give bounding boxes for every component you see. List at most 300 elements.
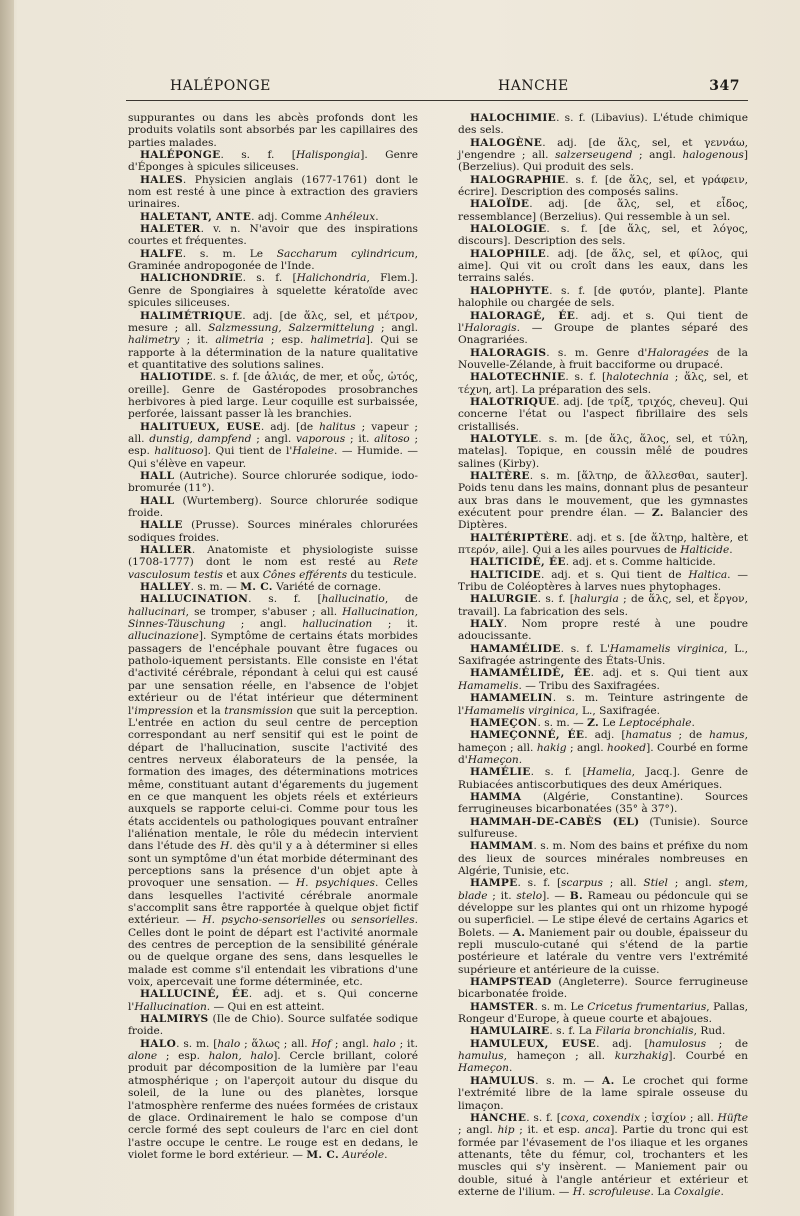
entry-italic-term: Saccharum cylindricum xyxy=(276,247,415,260)
entry-italic-term: stelo xyxy=(516,889,543,902)
dictionary-entry xyxy=(458,766,748,791)
entry-text: ; angl. xyxy=(251,432,297,445)
entry-italic-term: Cricetus frumentarius xyxy=(587,1000,707,1013)
entry-text: ; it. xyxy=(395,1037,418,1050)
entry-text: . Celles dans lesquelles l'activité cérébrale anormale s'accomplit sans être rapportée à quelque objet fictif extérieur. — xyxy=(128,877,418,927)
entry-text: . xyxy=(384,1148,388,1161)
dictionary-entry xyxy=(128,421,418,470)
entry-headword: Z. xyxy=(651,507,664,519)
entry-italic-term: Coxalgie xyxy=(673,1185,721,1198)
entry-italic-term: hamus xyxy=(709,729,745,742)
entry-italic-term: stem, blade xyxy=(458,877,748,902)
dictionary-entry xyxy=(458,643,748,668)
entry-italic-term: hallucinari xyxy=(128,605,186,618)
entry-italic-term: halogenous xyxy=(682,149,744,162)
entry-text: ; angl. xyxy=(331,1037,373,1050)
dictionary-entry xyxy=(458,470,748,532)
entry-text: (Wurtemberg). Source chlorurée sodique froide. xyxy=(128,494,418,519)
entry-text: du testicule. xyxy=(347,568,417,581)
dictionary-entry xyxy=(458,198,748,223)
dictionary-entry xyxy=(458,717,748,729)
entry-text: et aux xyxy=(222,568,263,581)
entry-text: ]. Symptôme de certains états morbides passagers de l'encéphale pouvant être fugaces ou patholo-iquement persistants. Elle consiste en l'état d'activité cérébrale, répondant à celui qui est causé par une sensation réelle, en l'absence de l'objet extérieur ou de l'état intérieur que déterminent l' xyxy=(128,630,418,717)
entry-text: , L., Saxifragée. xyxy=(575,704,660,717)
entry-headword: HAMSTER xyxy=(470,1000,535,1013)
dictionary-entry xyxy=(458,569,748,594)
entry-text: ; all. xyxy=(602,877,644,890)
entry-text: ; ἅλως ; all. xyxy=(240,1037,312,1050)
dictionary-entry xyxy=(458,223,748,248)
entry-text: ; vapeur ; all. xyxy=(128,420,419,445)
entry-text: . s. m. [de ἅλς, ἅλος, sel, et τύλη, matelas]. Topique, en coussin mêlé de poudres salines (Kirby). xyxy=(458,432,748,470)
dictionary-entry xyxy=(458,1075,748,1112)
entry-text: . s. m. [ xyxy=(176,1037,218,1050)
entry-headword: HAMMA xyxy=(470,790,522,803)
entry-headword: HALIOTIDE xyxy=(140,371,213,384)
entry-italic-term: hamatus xyxy=(625,729,672,742)
entry-text: . adj. [de xyxy=(260,420,320,433)
dictionary-entry xyxy=(128,581,418,593)
entry-text: , hameçon ; all. xyxy=(458,729,748,754)
entry-headword: HAMMAH-DE-CABÈS (EL) xyxy=(470,815,640,828)
entry-text: . Physicien anglais (1677-1761) dont le nom est resté à une pince à extraction des graviers urinaires. xyxy=(128,173,418,211)
entry-text: ; esp. xyxy=(157,1050,209,1063)
entry-text: ; angl. xyxy=(566,741,608,754)
dictionary-entry xyxy=(458,976,748,1001)
entry-text: ; ἅλς, sel, et τέχνη, art]. La préparation des sels. xyxy=(458,371,748,396)
dictionary-entry xyxy=(458,791,748,816)
entry-text: , Flem.]. Genre de Spongiaires à squelette kératoïde avec spicules siliceuses. xyxy=(128,272,418,310)
entry-italic-term: halimetry xyxy=(128,334,180,347)
entry-headword: HAMAMÉLIDÉ, ÉE xyxy=(470,667,591,680)
entry-headword: HALICHONDRIE xyxy=(140,272,243,285)
entry-text: ]. Genre d'Éponges à spicules siliceuses. xyxy=(128,149,418,174)
entry-text: (Prusse). Sources minérales chlorurées sodiques froides. xyxy=(128,519,418,544)
entry-italic-term: hakig xyxy=(536,741,567,754)
entry-headword: HALLEY xyxy=(140,581,191,594)
entry-italic-term: H. psychiques xyxy=(295,877,375,890)
entry-headword: B. xyxy=(569,889,583,902)
entry-text: . s. f. [ xyxy=(526,1111,561,1124)
entry-text: . s. f. [de ἅλς, sel, et λόγος, discours]. Description des sels. xyxy=(458,223,748,248)
entry-text: ; esp. xyxy=(263,334,311,347)
dictionary-entry xyxy=(458,137,748,174)
entry-headword: HALLUCINÉ, ÉE xyxy=(140,988,249,1001)
entry-headword: HALL xyxy=(140,469,175,482)
entry-headword: HALMIRYS xyxy=(140,1013,209,1026)
entry-text: de la Nouvelle-Zélande, à fruit bacciforme ou drupacé. xyxy=(458,346,749,371)
entry-headword: HALURGIE xyxy=(470,593,538,606)
entry-text: . s. f. [ xyxy=(517,877,562,890)
entry-headword: HAMULEUX, EUSE xyxy=(470,1037,597,1050)
entry-text: (Algérie, Constantine). Sources ferrugineuses bicarbonatées (35° à 37°). xyxy=(458,790,748,816)
entry-italic-term: H. psycho-sensorielles xyxy=(202,914,326,927)
entry-text: . s. m. Teinture astringente de l' xyxy=(458,692,748,717)
entry-italic-term: Halichondria xyxy=(296,272,367,285)
entry-headword: HALO xyxy=(140,1037,177,1050)
entry-italic-term: Hallucination xyxy=(134,1000,207,1013)
entry-text: ]. — xyxy=(542,889,570,902)
entry-text: . s. m. Le xyxy=(182,247,277,260)
entry-italic-term: hamulus xyxy=(458,1050,504,1063)
entry-headword: HALOLOGIE xyxy=(470,223,547,236)
entry-italic-term: Rete vasculosum testis xyxy=(128,556,418,581)
entry-headword: HALORAGÉ, ÉE xyxy=(470,309,576,322)
header-rule xyxy=(126,100,748,101)
entry-headword: M. C. xyxy=(306,1148,339,1161)
entry-italic-term: halurgia xyxy=(573,593,619,606)
entry-text: ; it. xyxy=(179,334,216,347)
entry-italic-term: scarpus xyxy=(561,877,603,890)
entry-text: . adj. et s. Qui tient de l' xyxy=(458,309,749,334)
entry-text: ; it. et esp. xyxy=(514,1124,585,1137)
entry-headword: HALES xyxy=(140,173,183,186)
entry-text: ; it. xyxy=(372,618,418,631)
entry-text: ou xyxy=(325,914,352,927)
entry-text: . adj. [de ἅλς, sel, et μέτρον, mesure ; all. xyxy=(128,309,418,334)
entry-text: . xyxy=(375,210,379,223)
entry-text: . adj. et s. Qui concerne l' xyxy=(128,988,418,1013)
dictionary-entry xyxy=(128,223,418,248)
left-column xyxy=(128,112,418,1161)
entry-text: . s. m. [ἅλτηρ, de ἅλλεσθαι, sauter]. Poids tenu dans les mains, donnant plus de pesanteur aux bras dans le mouvement, que les gymnastes exécutent pour prendre élan. — xyxy=(458,469,748,519)
entry-text: ]. Cercle brillant, coloré produit par décomposition de la lumière par l'eau atmosphérique ; on l'aperçoit autour du disque du soleil, de la lune ou des planètes, lorsque l'atmosphère renferme des nuées formées de cristaux de glace. Ordinairement le halo se compose d'un cercle formé des sept couleurs de l'arc en ciel dont l'astre occupe le centre. Le rouge est en dedans, le violet forme le bord extérieur. — xyxy=(128,1050,418,1161)
entry-text: . — Tribu des Saxifragées. xyxy=(518,679,660,692)
entry-headword: HAMEÇON xyxy=(470,716,538,729)
entry-text: ; de ἅλς, sel, et ἔργον, travail]. La fabrication des sels. xyxy=(458,593,748,618)
entry-text: . s. f. [ xyxy=(248,593,322,606)
dictionary-entry xyxy=(128,149,418,174)
entry-headword: Z. xyxy=(587,716,599,729)
entry-headword: HAMMAM xyxy=(470,840,534,853)
entry-text: . xyxy=(518,753,523,766)
dictionary-entry xyxy=(458,310,748,347)
entry-italic-term: Stiel xyxy=(643,877,668,890)
entry-text: . adj. et s. [de ἅλτηρ, haltère, et πτερόν, aile]. Qui a les ailes pourvues de xyxy=(458,531,748,557)
entry-headword: HALOPHILE xyxy=(470,247,547,260)
entry-headword: HALTICIDE xyxy=(470,568,542,581)
entry-text: ; angl. xyxy=(458,1124,498,1137)
entry-text: et la xyxy=(193,704,225,717)
dictionary-entry xyxy=(458,371,748,396)
entry-headword: HAMPSTEAD xyxy=(470,976,552,989)
entry-text: Variété de cornage. xyxy=(272,581,382,594)
entry-headword: HALETER xyxy=(140,223,201,236)
entry-headword: HALLER xyxy=(140,544,192,557)
entry-headword: HALOGRAPHIE xyxy=(470,173,566,186)
entry-text: ]. Qui se rapporte à la détermination de la nature qualitative et quantitative des solutions salines. xyxy=(128,334,419,371)
entry-headword: HALOPHYTE xyxy=(470,284,550,297)
entry-headword: HALÉPONGE xyxy=(140,149,221,162)
dictionary-entry xyxy=(128,470,418,495)
entry-italic-term: Haleine xyxy=(292,445,335,458)
entry-headword: HALTÉRIPTÈRE xyxy=(470,531,569,544)
entry-italic-term: halituoso xyxy=(154,445,204,458)
dictionary-entry xyxy=(128,593,418,988)
entry-text: ; de xyxy=(671,729,710,742)
entry-italic-term: Hof xyxy=(311,1037,332,1050)
entry-headword: HALOGÈNE xyxy=(470,136,543,149)
entry-text: . — Tribu de Coléoptères à larves nues phytophages. xyxy=(458,568,748,594)
entry-text: . adj. [de τρίξ, τριχός, cheveu]. Qui concerne l'état ou l'aspect fibrillaire des sels cristallisés. xyxy=(458,395,748,433)
entry-text: . Anatomiste et physiologiste suisse (1708-1777) dont le nom est resté au xyxy=(128,544,418,569)
entry-italic-term: dunstig, dampfend xyxy=(149,432,252,445)
entry-italic-term: Hamelia xyxy=(586,766,632,779)
dictionary-entry xyxy=(458,174,748,199)
entry-italic-term: allucinazione xyxy=(128,630,199,643)
entry-italic-term: halimetria xyxy=(310,334,366,347)
entry-text: . adj. [de ἅλς, sel, et εἶδος, ressemblance] (Berzelius). Qui ressemble à un sel. xyxy=(458,198,748,223)
dictionary-entry xyxy=(458,692,748,717)
entry-italic-term: halotechnia xyxy=(606,371,669,384)
entry-headword: HALETANT, ANTE xyxy=(140,210,252,223)
entry-text: , Rud. xyxy=(693,1025,726,1038)
entry-text: . v. n. N'avoir que des inspirations courtes et fréquentes. xyxy=(128,223,418,248)
entry-italic-term: kurzhakig xyxy=(614,1050,669,1063)
dictionary-entry xyxy=(458,433,748,470)
entry-italic-term: halo xyxy=(372,1037,396,1050)
entry-italic-term: Hameçon xyxy=(467,753,519,766)
entry-italic-term: hallucinatio xyxy=(321,593,385,606)
entry-text: . s. f. La xyxy=(549,1025,596,1038)
dictionary-entry xyxy=(458,729,748,766)
entry-text: , de xyxy=(384,593,418,606)
dictionary-entry xyxy=(128,248,418,273)
entry-headword: HAMULUS xyxy=(470,1074,536,1087)
entry-text: . Celles dont le point de départ est l'activité anormale des centres de perception de la sensibilité générale ou de quelque organe des sens, dans lesquelles le malade est comme s'il entendait les vibrations d'une voix, apercevait une forme déterminée, etc. xyxy=(128,914,419,989)
entry-text: . s. f. [ xyxy=(242,272,297,285)
dictionary-entry xyxy=(458,667,748,692)
entry-italic-term: Haloragis xyxy=(464,321,517,334)
dictionary-entry xyxy=(128,112,418,149)
entry-italic-term: hooked xyxy=(607,741,647,754)
entry-italic-term: Haltica xyxy=(688,568,728,581)
entry-headword: HALY xyxy=(470,618,504,631)
entry-text: . s. f. [de ἁλιάς, de mer, et οὖς, ὠτός, oreille]. Genre de Gastéropodes prosobranches herbivores à pied large. Leur coquille est surbaissée, perforée, laissant passer là les branchies. xyxy=(128,371,418,421)
entry-italic-term: alone xyxy=(128,1050,158,1063)
dictionary-entry xyxy=(458,347,748,372)
entry-italic-term: Hamamelis virginica xyxy=(609,642,725,655)
entry-headword: HALOÏDE xyxy=(470,198,530,211)
entry-italic-term: Hallucination, Sinnes-Täuschung xyxy=(128,605,418,631)
page-number: 347 xyxy=(709,78,740,94)
entry-text: . adj. [de ἅλς, sel, et γεννάω, j'engendre ; all. xyxy=(458,136,748,162)
entry-headword: HALLUCINATION xyxy=(140,593,249,606)
entry-text: . s. f. L' xyxy=(560,642,610,655)
right-column xyxy=(458,112,748,1198)
entry-italic-term: halon, halo xyxy=(208,1050,274,1063)
entry-headword: HALITUEUX, EUSE xyxy=(140,420,261,433)
dictionary-entry xyxy=(458,618,748,643)
entry-italic-term: Halticide xyxy=(680,544,730,557)
entry-text: suppurantes ou dans les abcès profonds dont les produits volatils sont absorbés par les capillaires des parties malades. xyxy=(128,112,418,149)
entry-text: (Tunisie). Source sulfureuse. xyxy=(458,815,748,840)
entry-text: . adj. Comme xyxy=(251,210,326,223)
entry-headword: HALIMÉTRIQUE xyxy=(140,309,243,322)
running-header xyxy=(126,78,746,100)
entry-italic-term: hip xyxy=(497,1124,515,1137)
page-spine-shadow xyxy=(0,0,14,1216)
entry-italic-term: Leptocéphale xyxy=(619,716,692,729)
dictionary-entry xyxy=(458,840,748,877)
dictionary-entry xyxy=(458,285,748,310)
dictionary-entry xyxy=(458,816,748,841)
entry-italic-term: Salzmessung, Salzermittelung xyxy=(208,321,375,334)
entry-text: ; de xyxy=(706,1037,748,1050)
entry-italic-term: Hamamelis virginica xyxy=(464,704,576,717)
entry-headword: HAMÉLIE xyxy=(470,766,531,779)
entry-text: . s. f. [ xyxy=(530,766,587,779)
dictionary-entry xyxy=(458,248,748,285)
dictionary-entry xyxy=(128,1013,418,1038)
entry-text: ]. Courbé en forme d' xyxy=(458,741,748,766)
entry-headword: HALORAGIS xyxy=(470,346,547,359)
entry-headword: HAMPE xyxy=(470,877,518,890)
entry-text: . s. m. — xyxy=(190,581,241,594)
entry-italic-term: sensorielles xyxy=(351,914,415,927)
entry-headword: M. C. xyxy=(240,581,273,594)
entry-text: ; esp. xyxy=(128,432,419,458)
dictionary-entry xyxy=(128,310,418,372)
entry-headword: HAMAMELIN xyxy=(470,692,553,705)
entry-text: . xyxy=(720,1185,724,1198)
entry-headword: HAMAMÉLIDE xyxy=(470,642,561,655)
dictionary-entry xyxy=(458,877,748,976)
entry-text: . s. m. — xyxy=(535,1074,603,1087)
entry-headword: A. xyxy=(602,1074,615,1087)
entry-italic-term: salzerseugend xyxy=(555,149,633,162)
entry-text: , Graminée andropogonée de l'Inde. xyxy=(128,247,418,273)
entry-italic-term: hamulosus xyxy=(648,1037,707,1050)
entry-text: . xyxy=(729,544,733,557)
entry-headword: HAMULAIRE xyxy=(470,1025,550,1038)
entry-text: ; ἰσχίον ; all. xyxy=(640,1111,718,1124)
entry-text: . s. f. [ xyxy=(220,149,296,162)
entry-headword: HALOTYLE xyxy=(470,432,539,445)
entry-text: . — Qui en est atteint. xyxy=(206,1000,325,1013)
entry-text: ; angl. xyxy=(632,149,683,162)
dictionary-entry xyxy=(458,556,748,568)
entry-text: . adj. [de ἅλς, sel, et φίλος, qui aime]. Qui vit ou croît dans les eaux, dans les terrains salés. xyxy=(458,247,748,285)
entry-italic-term: H. xyxy=(220,840,233,853)
entry-headword: HALL xyxy=(140,494,175,507)
entry-text: ; it. xyxy=(345,432,375,445)
entry-italic-term: vaporous xyxy=(296,432,346,445)
entry-italic-term: coxa, coxendix xyxy=(560,1111,641,1124)
dictionary-entry xyxy=(128,519,418,544)
header-left-word: HALÉPONGE xyxy=(170,78,271,94)
dictionary-entry xyxy=(128,544,418,581)
header-right-word: HANCHE xyxy=(498,78,569,94)
entry-text: . La xyxy=(650,1185,674,1198)
entry-text: . s. f. [de ἅλς, sel, et γράφειν, écrire]. Description des composés salins. xyxy=(458,173,748,199)
entry-text: ]. Qui tient de l' xyxy=(203,445,293,458)
entry-text: , Pallas, Rongeur d'Europe, à queue courte et abajoues. xyxy=(458,1000,749,1026)
entry-text: ; angl. xyxy=(374,321,418,334)
entry-headword: HALTÈRE xyxy=(470,469,530,482)
entry-italic-term: Haloragées xyxy=(647,346,709,359)
entry-text: . xyxy=(691,716,695,729)
entry-italic-term: halitus xyxy=(319,420,356,433)
entry-headword: HALOTRIQUE xyxy=(470,395,557,408)
entry-text: . s. m. — xyxy=(537,716,588,729)
dictionary-entry xyxy=(128,1038,418,1161)
entry-text: . adj. et s. Qui tient de xyxy=(541,568,689,581)
dictionary-entry xyxy=(458,1001,748,1026)
entry-text: ]. Courbé en xyxy=(668,1050,748,1063)
entry-text: . xyxy=(509,1062,513,1075)
entry-text: . Nom propre resté à une poudre adoucissante. xyxy=(458,618,748,643)
entry-headword: HALFE xyxy=(140,247,183,260)
dictionary-entry xyxy=(128,174,418,211)
entry-headword: HALTICIDÉ, ÉE xyxy=(470,556,566,569)
entry-text: , hameçon ; all. xyxy=(503,1050,615,1063)
entry-text: . s. m. Nom des bains et préfixe du nom des lieux de sources minérales nombreuses en Algérie, Tunisie, etc. xyxy=(458,840,748,877)
entry-text: . s. f. [ xyxy=(537,593,574,606)
entry-headword: HALLE xyxy=(140,519,183,532)
entry-headword: HALOCHIMIE xyxy=(470,112,557,124)
entry-text: Le crochet qui forme l'extrémité libre de la lame spirale osseuse du limaçon. xyxy=(458,1074,748,1112)
dictionary-entry xyxy=(128,495,418,520)
entry-text: . adj. [ xyxy=(584,729,626,742)
entry-italic-term: Hüfte xyxy=(717,1111,749,1124)
entry-text: (Autriche). Source chlorurée sodique, iodo-bromurée (11°). xyxy=(128,469,418,495)
entry-italic-term: Filaria bronchialis xyxy=(595,1025,694,1038)
entry-italic-term: Hameçon xyxy=(458,1062,510,1075)
entry-text: . s. f. (Libavius). L'étude chimique des sels. xyxy=(458,112,748,137)
entry-text: que suit la perception. L'entrée en action du seul centre de perception correspondant au nerf sensitif qui est le point de départ de l'hallucination, suscite l'activité des centres nerveux élaborateurs de la pensée, la formation des images, des déterminations motrices même, constituant autant d'égarements du jugement en ce que manquent les objets réels et extérieurs auxquels se rapporte celui-ci. Comme pour tous les états accidentels ou pathologiques pouvant entraîner l'aliénation mentale, le rôle du médecin intervient dans l'étude des xyxy=(128,704,419,853)
dictionary-entry xyxy=(458,1025,748,1037)
entry-italic-term: Hamamelis xyxy=(458,679,519,692)
entry-text: . adj. et s. Comme halticide. xyxy=(565,556,716,569)
entry-italic-term: hallucination xyxy=(302,618,373,631)
entry-text: Maniement pair ou double, épaisseur du repli musculo-cutané qui s'étend de la partie postérieure et latérale du ventre vers l'extrémité supérieure et antérieure de la cuisse. xyxy=(458,926,748,976)
entry-text: . s. m. Le xyxy=(534,1000,588,1013)
dictionary-entry xyxy=(458,396,748,433)
entry-italic-term: Anhéleux xyxy=(325,210,376,223)
dictionary-entry xyxy=(458,1112,748,1198)
entry-italic-term: anca xyxy=(584,1124,611,1137)
entry-text: , L., Saxifragée astringente des États-Unis. xyxy=(458,642,748,668)
entry-italic-term: alitoso xyxy=(374,432,410,445)
entry-text: . adj. [ xyxy=(596,1037,649,1050)
dictionary-entry xyxy=(128,211,418,223)
dictionary-entry xyxy=(458,593,748,618)
dictionary-entry xyxy=(128,272,418,309)
dictionary-entry xyxy=(458,112,748,137)
entry-italic-term: Cônes efférents xyxy=(262,568,348,581)
entry-text: Rameau ou pédoncule qui se développe sur les plantes qui ont un rhizome hypogé ou superficiel. — Le stipe élevé de certains Agarics et Bolets. — xyxy=(458,889,749,939)
entry-italic-term: Auréole xyxy=(342,1148,385,1161)
entry-text: , Jacq.]. Genre de Rubiacées antiscorbutiques des deux Amériques. xyxy=(458,766,748,791)
dictionary-entry xyxy=(458,1038,748,1075)
entry-text: ; angl. xyxy=(667,877,719,890)
entry-text: Le xyxy=(598,716,620,729)
entry-text: ] (Berzelius). Qui produit des sels. xyxy=(458,149,748,174)
entry-italic-term: halo xyxy=(217,1037,241,1050)
entry-text: (Angleterre). Source ferrugineuse bicarbonatée froide. xyxy=(458,976,748,1001)
entry-text: ; angl. xyxy=(225,618,303,631)
dictionary-entry xyxy=(128,371,418,420)
entry-text: . s. f. [de φυτόν, plante]. Plante halophile ou chargée de sels. xyxy=(458,284,748,310)
entry-italic-term: alimetria xyxy=(215,334,264,347)
entry-italic-term: transmission xyxy=(224,704,294,717)
entry-headword: HALOTECHNIE xyxy=(470,371,566,384)
entry-italic-term: impression xyxy=(134,704,194,717)
entry-text: . — Humide. — Qui s'élève en vapeur. xyxy=(128,445,418,470)
entry-headword: A. xyxy=(512,926,526,939)
entry-text: Balancier des Diptères. xyxy=(458,507,748,532)
